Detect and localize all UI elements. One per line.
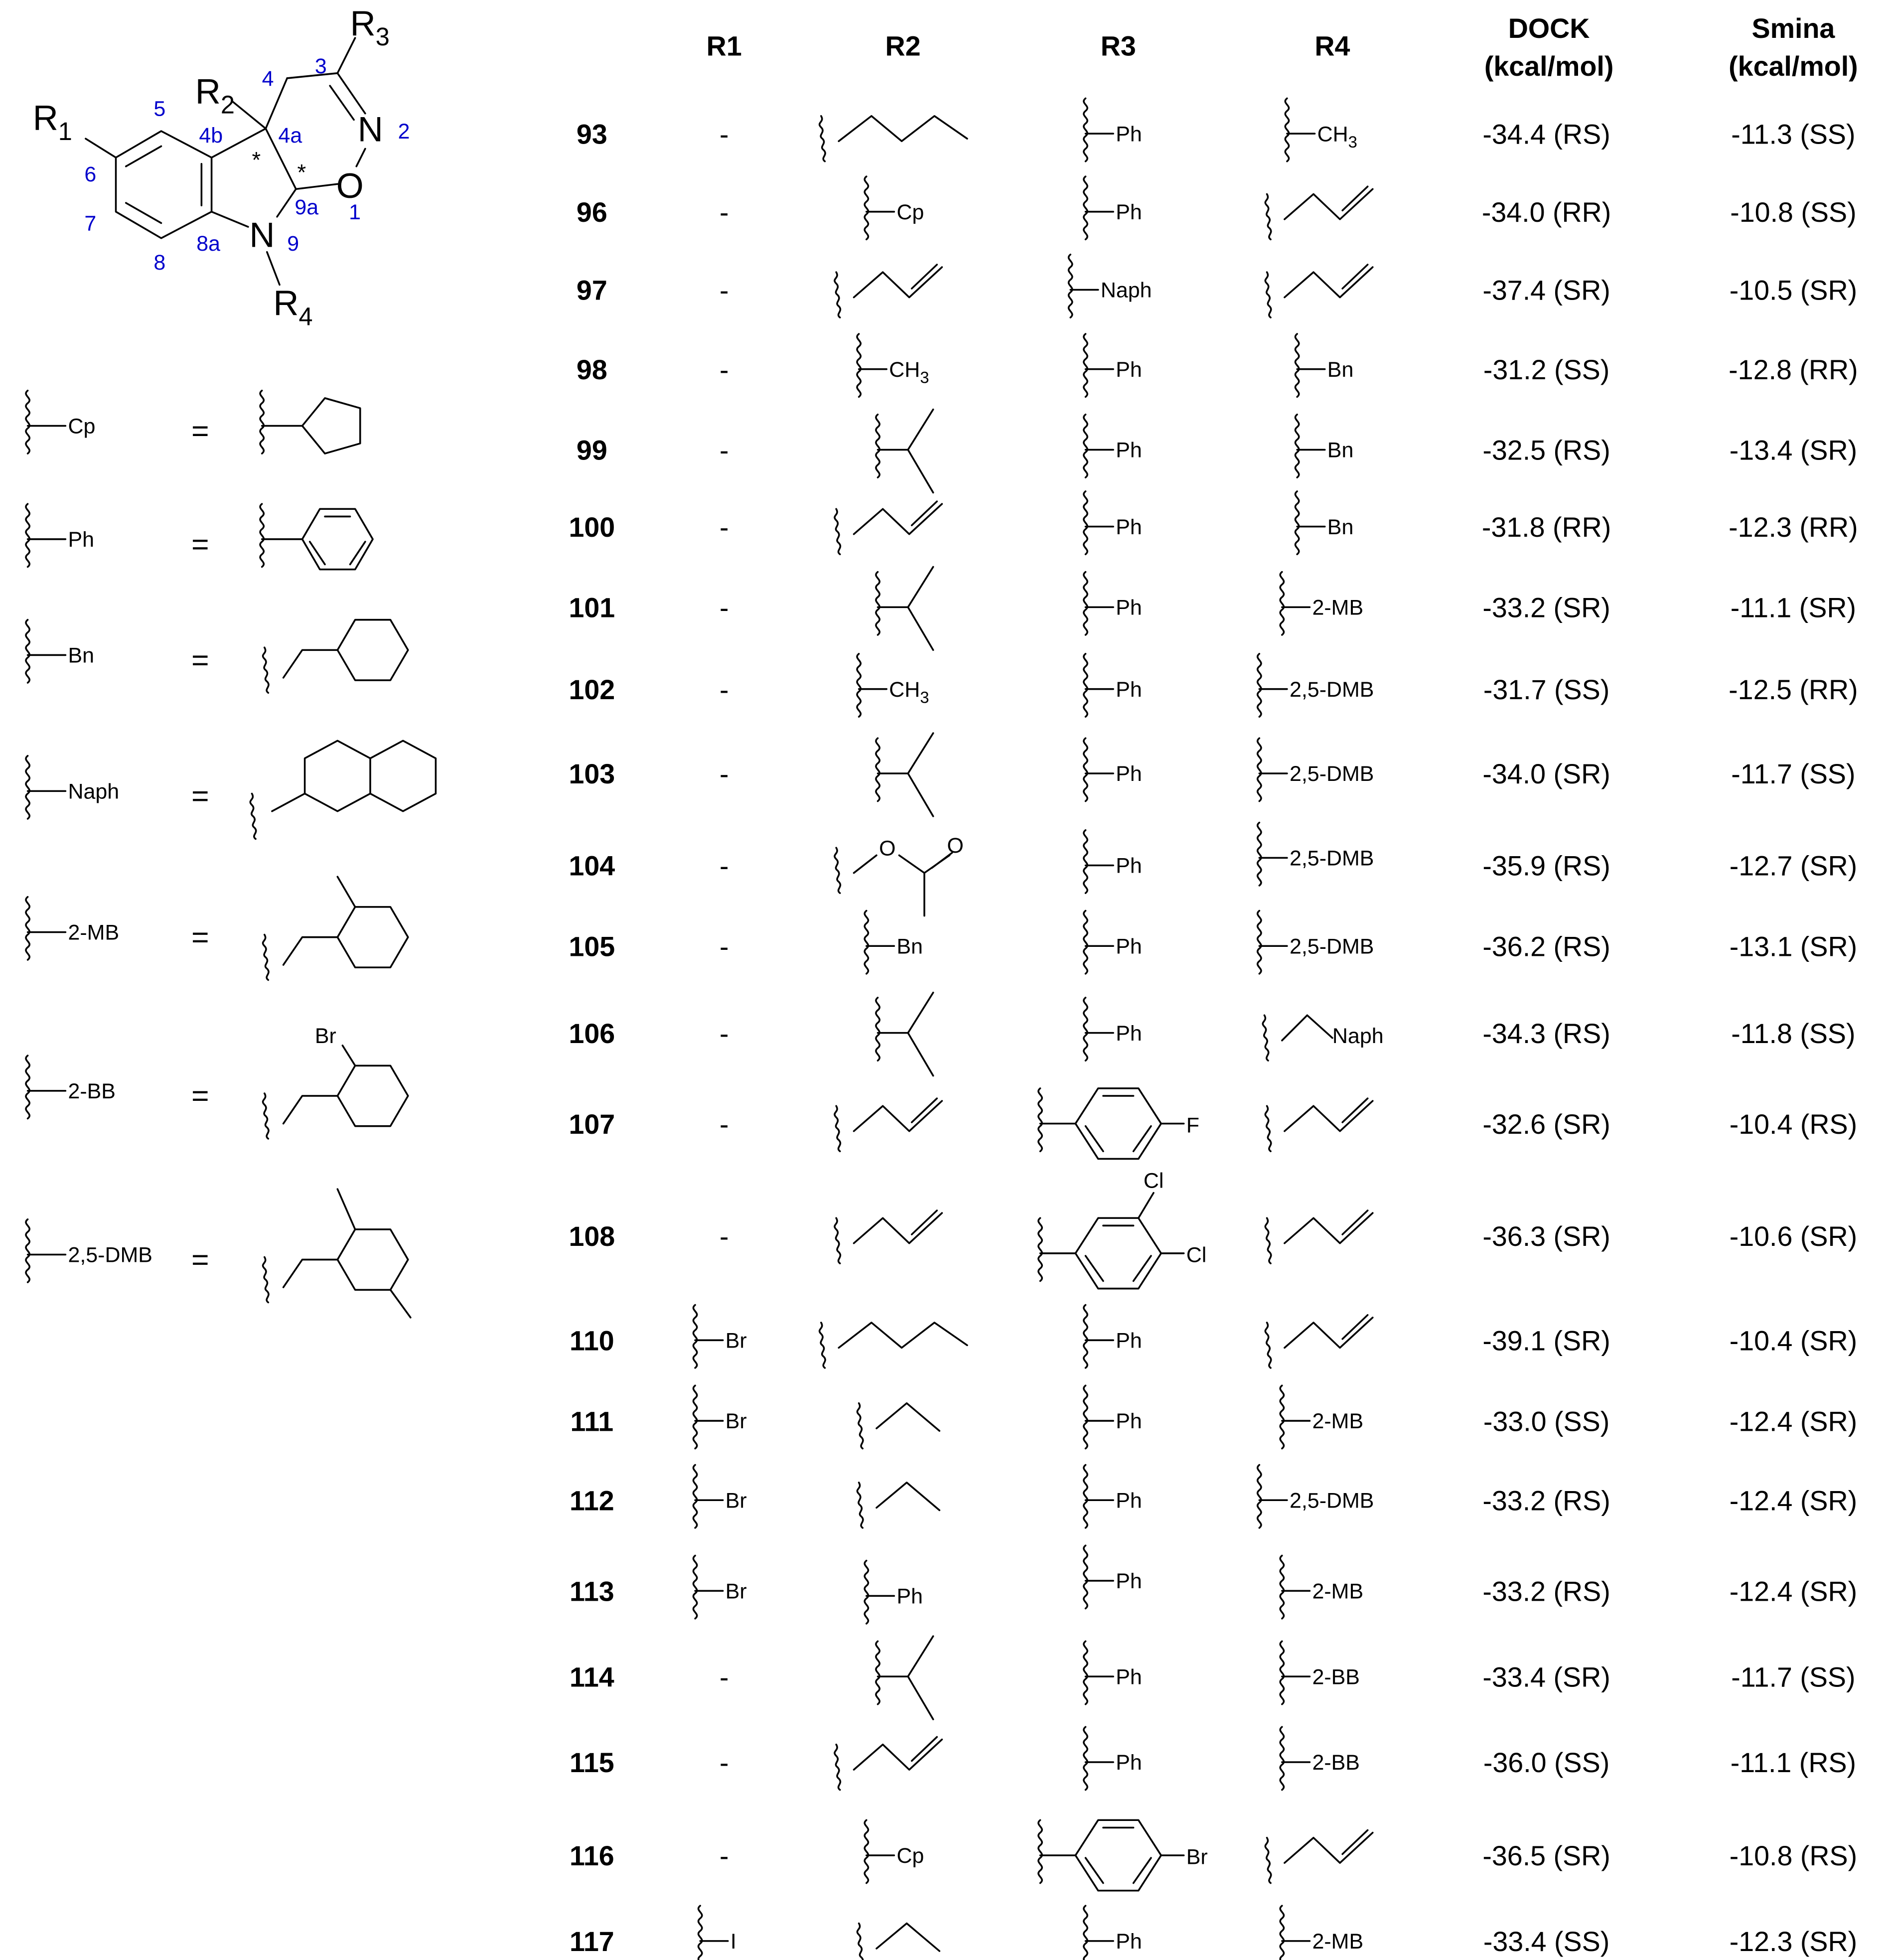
row-substituents (720, 410, 1353, 493)
compound-id: 117 (569, 1926, 614, 1958)
r2-label: $R_2$ (195, 71, 235, 119)
dock-score: -36.5 (SR) (1482, 1840, 1610, 1872)
legend-item-ph (26, 504, 373, 569)
row-substituents (720, 993, 1384, 1076)
svg-text:2-MB: 2-MB (68, 920, 120, 945)
compound-id: 110 (569, 1325, 614, 1357)
svg-text:Cp: Cp (68, 414, 96, 439)
smina-score: -11.1 (SR) (1730, 592, 1857, 623)
dock-score: -32.6 (SR) (1482, 1108, 1610, 1140)
svg-text:Br: Br (725, 1329, 747, 1353)
svg-text:2-BB: 2-BB (1312, 1665, 1360, 1689)
table-row (577, 197, 1857, 228)
svg-text:4: 4 (262, 67, 274, 91)
svg-text:-: - (719, 435, 729, 466)
row-substituents (720, 733, 1374, 816)
header-dock: DOCK (1508, 13, 1590, 44)
smina-score: -11.3 (SS) (1731, 119, 1856, 150)
svg-text:Cl: Cl (1186, 1243, 1207, 1267)
svg-text:=: = (191, 413, 209, 448)
stereo-marker-9a: * (297, 159, 306, 185)
row-substituents (720, 1169, 1373, 1289)
compound-id: 100 (569, 511, 615, 543)
svg-text:Ph: Ph (1116, 596, 1142, 620)
table-row (570, 1747, 1856, 1778)
svg-text:Ph: Ph (1116, 1751, 1142, 1775)
dock-score: -34.0 (SR) (1482, 758, 1610, 790)
table-row (569, 851, 1857, 882)
row-substituents (720, 98, 1357, 161)
dock-score: -36.3 (SR) (1482, 1220, 1610, 1252)
header-smina: Smina (1751, 13, 1835, 44)
svg-text:I: I (730, 1930, 736, 1954)
row-substituents (699, 1906, 1364, 1960)
row-substituents (720, 1820, 1373, 1891)
svg-text:Br: Br (725, 1489, 747, 1513)
table-row (569, 758, 1855, 789)
svg-text:-: - (719, 119, 729, 150)
svg-text:=: = (191, 1242, 209, 1276)
smina-score: -11.7 (SS) (1731, 1661, 1856, 1693)
svg-text:2,5-DMB: 2,5-DMB (1289, 846, 1374, 871)
svg-text:8a: 8a (196, 232, 221, 256)
dock-score: -34.0 (RR) (1481, 197, 1611, 228)
svg-text:2-MB: 2-MB (1312, 1409, 1364, 1434)
svg-text:9a: 9a (294, 195, 319, 219)
stereo-marker-4a: * (252, 147, 261, 173)
svg-text:5: 5 (153, 97, 166, 121)
dock-score: -34.4 (RS) (1482, 119, 1610, 150)
legend-item-naph (26, 741, 436, 839)
svg-text:Ph: Ph (1116, 1329, 1142, 1353)
svg-text:2,5-DMB: 2,5-DMB (1289, 1489, 1374, 1513)
svg-text:4b: 4b (199, 123, 223, 148)
row-substituents (693, 1305, 1372, 1368)
svg-text:Ph: Ph (1116, 854, 1142, 878)
compound-id: 113 (569, 1576, 614, 1607)
svg-text:Br: Br (725, 1409, 747, 1434)
compound-id: 116 (569, 1840, 614, 1872)
dock-score: -31.7 (SS) (1483, 674, 1610, 705)
svg-text:-: - (719, 1840, 729, 1872)
svg-text:Ph: Ph (68, 528, 95, 552)
svg-text:-: - (719, 197, 729, 228)
svg-text:Ph: Ph (1116, 762, 1142, 786)
svg-text:Ph: Ph (1116, 1409, 1142, 1434)
legend-item-bn (26, 620, 408, 693)
legend-item-2bb (26, 1024, 408, 1139)
dock-score: -33.2 (RS) (1482, 1485, 1610, 1516)
table-row (577, 435, 1857, 466)
svg-text:7: 7 (84, 211, 97, 236)
svg-text:2: 2 (398, 120, 410, 144)
svg-text:4a: 4a (278, 123, 302, 148)
svg-text:Br: Br (725, 1579, 747, 1604)
dock-score: -33.0 (SS) (1483, 1406, 1610, 1437)
svg-text:Br: Br (1186, 1845, 1208, 1869)
svg-text:Ph: Ph (1116, 1489, 1142, 1513)
svg-text:-: - (719, 1661, 729, 1693)
dock-score: -36.0 (SS) (1483, 1747, 1610, 1779)
smina-score: -12.7 (SR) (1729, 850, 1858, 882)
dock-score: -32.5 (RS) (1482, 435, 1610, 466)
smina-score: -12.3 (SR) (1729, 1926, 1858, 1958)
row-substituents (720, 176, 1373, 239)
table-header (707, 13, 1858, 82)
svg-text:=: = (191, 642, 209, 677)
table-row (569, 512, 1858, 543)
smina-score: -13.4 (SR) (1729, 435, 1858, 466)
n9-atom: N (249, 215, 275, 255)
table-row (570, 1661, 1856, 1692)
svg-text:O: O (879, 836, 896, 861)
svg-text:Bn: Bn (1327, 438, 1354, 462)
svg-text:Ph: Ph (1116, 1665, 1142, 1689)
svg-text:-: - (719, 1220, 729, 1252)
svg-text:2-MB: 2-MB (1312, 1930, 1364, 1954)
smina-score: -10.4 (SR) (1729, 1325, 1858, 1357)
dock-score: -31.2 (SS) (1483, 354, 1610, 385)
svg-text:Ph: Ph (1116, 934, 1142, 959)
svg-text:2-BB: 2-BB (68, 1079, 116, 1104)
table-row (570, 1926, 1857, 1957)
header-r1: R1 (706, 30, 742, 62)
compound-id: 99 (576, 435, 607, 466)
dock-score: -33.2 (RS) (1482, 1576, 1610, 1607)
legend-item-2mb (26, 877, 408, 980)
legend-item-25dmb (26, 1189, 411, 1318)
compound-id: 96 (576, 197, 607, 228)
smina-score: -12.5 (RR) (1729, 674, 1858, 705)
table-row (569, 931, 1857, 962)
dock-score: -33.4 (SS) (1483, 1926, 1610, 1958)
table-row (577, 275, 1857, 306)
compound-id: 97 (576, 275, 607, 306)
svg-text:6: 6 (84, 162, 97, 187)
svg-text:2,5-DMB: 2,5-DMB (1289, 934, 1374, 959)
compound-id: 112 (569, 1485, 614, 1516)
svg-text:2,5-DMB: 2,5-DMB (1289, 762, 1374, 786)
svg-text:=: = (191, 527, 209, 561)
smina-score: -12.4 (SR) (1729, 1576, 1858, 1607)
svg-text:Ph: Ph (1116, 200, 1142, 224)
row-substituents (720, 1088, 1373, 1159)
legend-item-cp (26, 391, 360, 453)
svg-text:CH3: $CH_3$ (889, 677, 929, 707)
row-substituents (720, 491, 1353, 554)
svg-text:-: - (719, 1018, 729, 1049)
svg-text:2-MB: 2-MB (1312, 596, 1364, 620)
dock-score: -34.3 (RS) (1482, 1018, 1610, 1049)
svg-text:=: = (191, 1078, 209, 1113)
row-substituents (720, 1727, 1360, 1790)
dock-score: -31.8 (RR) (1481, 511, 1611, 543)
header-r4: R4 (1314, 30, 1350, 62)
table-row (570, 1840, 1857, 1871)
svg-text:Bn: Bn (896, 934, 923, 959)
header-r2: R2 (885, 30, 921, 62)
smina-score: -10.4 (RS) (1729, 1108, 1858, 1140)
svg-text:Cp: Cp (896, 200, 924, 224)
compound-id: 108 (569, 1220, 615, 1252)
compound-id: 114 (569, 1661, 614, 1693)
row-substituents (693, 1385, 1363, 1448)
table-row (577, 119, 1856, 150)
smina-score: -12.4 (SR) (1729, 1485, 1858, 1516)
table-row (570, 1576, 1857, 1607)
svg-text:Cp: Cp (896, 1844, 924, 1868)
svg-text:Bn: Bn (1327, 357, 1354, 382)
svg-text:-: - (719, 674, 729, 705)
svg-text:F: F (1186, 1113, 1199, 1138)
svg-text:-: - (719, 275, 729, 306)
svg-text:2,5-DMB: 2,5-DMB (68, 1243, 152, 1267)
svg-text:Ph: Ph (1116, 1569, 1142, 1594)
row-substituents (720, 1636, 1360, 1719)
svg-text:2-BB: 2-BB (1312, 1751, 1360, 1775)
svg-text:-: - (719, 511, 729, 543)
o1-atom: O (336, 166, 364, 206)
compound-id: 93 (576, 119, 607, 150)
svg-text:2,5-DMB: 2,5-DMB (1289, 677, 1374, 702)
atom-numbering (84, 54, 410, 275)
svg-text:-: - (719, 850, 729, 882)
compound-id: 107 (569, 1108, 615, 1140)
table-row (570, 1486, 1857, 1516)
table-row (569, 593, 1856, 623)
row-substituents (720, 567, 1363, 650)
svg-text:-: - (719, 354, 729, 385)
smina-score: -12.3 (RR) (1729, 511, 1858, 543)
dock-score: -33.2 (SR) (1482, 592, 1610, 623)
compound-id: 98 (576, 354, 607, 385)
dock-score: -33.4 (SR) (1482, 1661, 1610, 1693)
table-row (571, 1406, 1858, 1437)
row-substituents (693, 1545, 1363, 1624)
row-substituents (720, 255, 1373, 317)
abbreviation-legend (26, 391, 436, 1318)
row-substituents (720, 654, 1374, 717)
header-smina-unit: (kcal/mol) (1729, 50, 1858, 82)
svg-text:-: - (719, 1747, 729, 1779)
svg-text:O: O (947, 834, 964, 858)
r3-label: $R_3$ (350, 3, 390, 51)
svg-text:Br: Br (314, 1024, 336, 1048)
svg-text:-: - (719, 758, 729, 790)
svg-text:Ph: Ph (1116, 122, 1142, 147)
svg-text:-: - (719, 931, 729, 962)
row-substituents (693, 1465, 1374, 1528)
svg-text:Ph: Ph (1116, 515, 1142, 539)
svg-text:Ph: Ph (1116, 357, 1142, 382)
svg-text:Bn: Bn (68, 643, 95, 668)
compound-id: 101 (569, 592, 615, 623)
smina-score: -10.8 (SS) (1730, 197, 1857, 228)
row-substituents (720, 823, 1374, 916)
compound-id: 105 (569, 931, 615, 962)
n2-atom: N (357, 109, 383, 149)
svg-text:Naph: Naph (1332, 1024, 1384, 1048)
svg-text:=: = (191, 778, 209, 813)
table-row (569, 1221, 1857, 1252)
svg-text:Ph: Ph (1116, 677, 1142, 702)
table-row (569, 674, 1858, 705)
compound-id: 103 (569, 758, 615, 790)
svg-text:9: 9 (287, 232, 299, 256)
svg-text:-: - (719, 592, 729, 623)
smina-score: -10.5 (SR) (1729, 275, 1858, 306)
smina-score: -11.7 (SS) (1731, 758, 1856, 790)
table-row (569, 1018, 1855, 1049)
svg-text:CH3: $CH_3$ (1317, 122, 1357, 151)
row-substituents (720, 334, 1353, 397)
svg-text:Ph: Ph (896, 1584, 923, 1609)
svg-text:-: - (719, 1108, 729, 1140)
svg-text:=: = (191, 919, 209, 954)
svg-text:Bn: Bn (1327, 515, 1354, 539)
table-row (570, 1326, 1857, 1357)
smina-score: -12.8 (RR) (1729, 354, 1858, 385)
svg-text:CH3: $CH_3$ (889, 357, 929, 387)
smina-score: -13.1 (SR) (1729, 931, 1858, 962)
svg-text:2-MB: 2-MB (1312, 1579, 1364, 1604)
compound-id: 115 (569, 1747, 614, 1779)
compound-id: 111 (570, 1406, 614, 1437)
dock-score: -37.4 (SR) (1482, 275, 1610, 306)
svg-text:Naph: Naph (1100, 278, 1152, 302)
smina-score: -11.1 (RS) (1730, 1747, 1857, 1779)
substituent-drawings (693, 98, 1383, 1960)
header-r3: R3 (1100, 30, 1136, 62)
table-row (569, 1109, 1857, 1140)
svg-text:1: 1 (349, 200, 361, 224)
table-row (577, 354, 1858, 385)
r1-label: $R_1$ (32, 98, 72, 146)
smina-score: -10.6 (SR) (1729, 1220, 1858, 1252)
compound-id: 106 (569, 1018, 615, 1049)
svg-text:Ph: Ph (1116, 1930, 1142, 1954)
svg-text:Naph: Naph (68, 779, 120, 804)
compound-id: 104 (569, 850, 615, 882)
dock-score: -35.9 (RS) (1482, 850, 1610, 882)
r4-label: $R_4$ (273, 283, 313, 331)
dock-score: -39.1 (SR) (1482, 1325, 1610, 1357)
svg-text:Ph: Ph (1116, 438, 1142, 462)
svg-text:8: 8 (153, 251, 166, 275)
header-dock-unit: (kcal/mol) (1484, 50, 1614, 82)
core-structure (33, 3, 410, 330)
smina-score: -11.8 (SS) (1731, 1018, 1856, 1049)
table-body (569, 119, 1858, 1957)
svg-text:Ph: Ph (1116, 1021, 1142, 1046)
smina-score: -10.8 (RS) (1729, 1840, 1858, 1872)
row-substituents (720, 910, 1374, 973)
dock-score: -36.2 (RS) (1482, 931, 1610, 962)
compound-id: 102 (569, 674, 615, 705)
smina-score: -12.4 (SR) (1729, 1406, 1858, 1437)
svg-text:Cl: Cl (1143, 1169, 1164, 1193)
svg-text:3: 3 (314, 54, 327, 78)
